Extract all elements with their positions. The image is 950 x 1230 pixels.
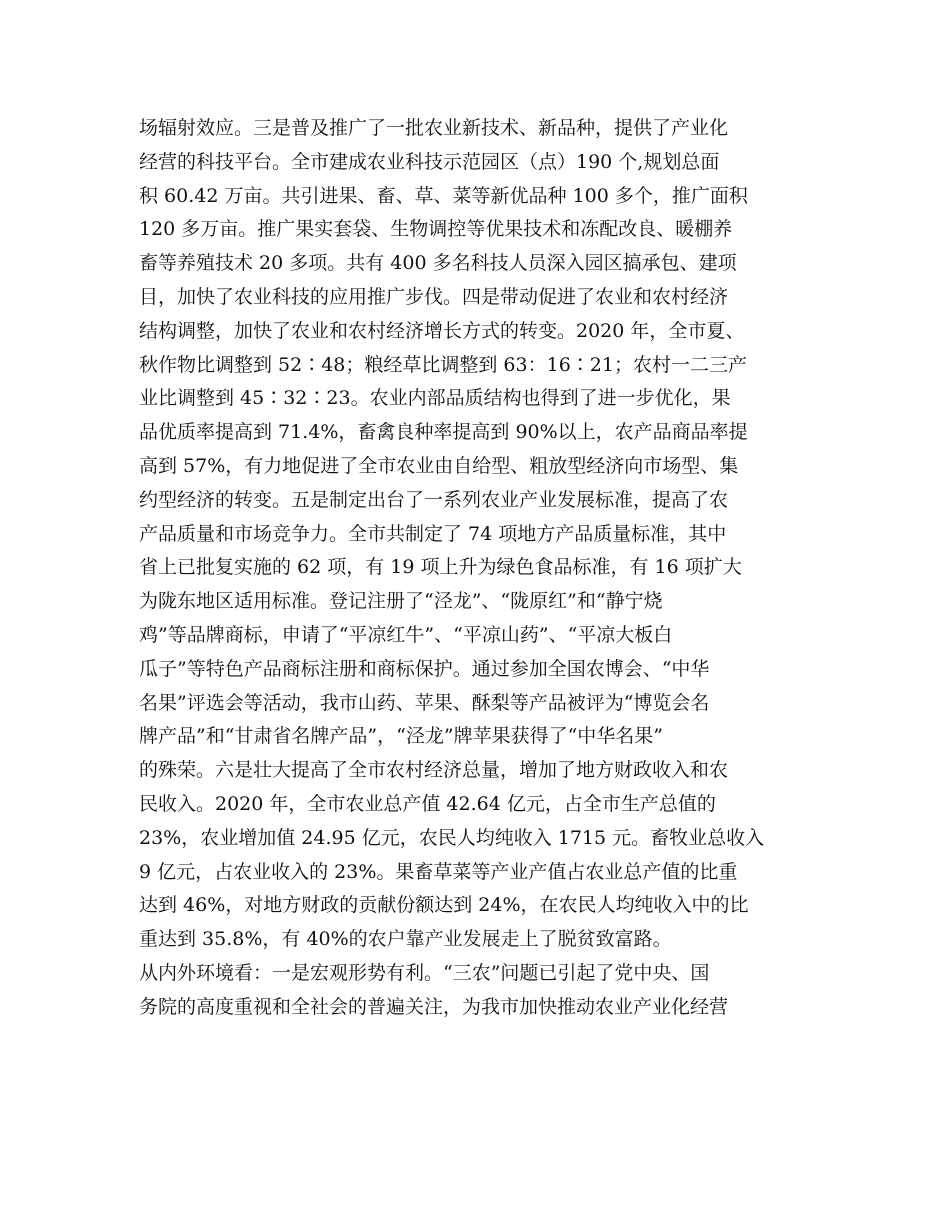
text-line: 目，加快了农业科技的应用推广步伐。四是带动促进了农业和农村经济 bbox=[139, 285, 729, 308]
text-line: 积 60.42 万亩。共引进果、畜、草、菜等新优品种 100 多个，推广面积 bbox=[139, 184, 748, 207]
text-line: 务院的高度重视和全社会的普遍关注，为我市加快推动农业产业化经营 bbox=[139, 995, 729, 1018]
text-line: 秋作物比调整到 52∶48；粮经草比调整到 63：16∶21；农村一二三产 bbox=[139, 353, 747, 376]
text-line: 经营的科技平台。全市建成农业科技示范园区（点）190 个,规划总面 bbox=[139, 150, 720, 173]
text-line: 畜等养殖技术 20 多项。共有 400 多名科技人员深入园区搞承包、建项 bbox=[139, 252, 737, 275]
text-line: 从内外环境看：一是宏观形势有利。“三农”问题已引起了党中央、国 bbox=[139, 961, 710, 984]
text-line: 瓜子”等特色产品商标注册和商标保护。通过参加全国农博会、“中华 bbox=[139, 657, 710, 680]
text-line: 重达到 35.8%，有 40%的农户靠产业发展走上了脱贫致富路。 bbox=[139, 928, 672, 951]
text-line: 品优质率提高到 71.4%，畜禽良种率提高到 90%以上，农产品商品率提 bbox=[139, 421, 748, 444]
text-line: 场辐射效应。三是普及推广了一批农业新技术、新品种，提供了产业化 bbox=[139, 117, 729, 139]
text-line: 产品质量和市场竞争力。全市共制定了 74 项地方产品质量标准，其中 bbox=[139, 522, 727, 545]
text-line: 约型经济的转变。五是制定出台了一系列农业产业发展标准，提高了农 bbox=[139, 488, 729, 511]
text-line: 9 亿元，占农业收入的 23%。果畜草菜等产业产值占农业总产值的比重 bbox=[139, 860, 738, 883]
text-line: 23%，农业增加值 24.95 亿元，农民人均纯收入 1715 元。畜牧业总收入 bbox=[139, 826, 765, 849]
text-line: 业比调整到 45∶32∶23。农业内部品质结构也得到了进一步优化，果 bbox=[139, 387, 731, 410]
text-line: 省上已批复实施的 62 项，有 19 项上升为绿色食品标准，有 16 项扩大 bbox=[139, 556, 742, 579]
body-text bbox=[139, 112, 829, 1025]
text-line: 民收入。2020 年，全市农业总产值 42.64 亿元，占全市生产总值的 bbox=[139, 792, 716, 815]
text-line: 名果”评选会等活动，我市山药、苹果、酥梨等产品被评为“博览会名 bbox=[139, 691, 710, 714]
text-line: 120 多万亩。推广果实套袋、生物调控等优果技术和冻配改良、暖棚养 bbox=[139, 218, 733, 241]
text-line: 达到 46%，对地方财政的贡献份额达到 24%，在农民人均纯收入中的比 bbox=[139, 894, 749, 917]
text-line: 结构调整，加快了农业和农村经济增长方式的转变。2020 年，全市夏、 bbox=[139, 319, 745, 342]
text-line: 鸡”等品牌商标，申请了“平凉红牛”、“平凉山药”、“平凉大板白 bbox=[139, 623, 673, 646]
text-line: 的殊荣。六是壮大提高了全市农村经济总量，增加了地方财政收入和农 bbox=[139, 759, 729, 782]
text-line: 牌产品”和“甘肃省名牌产品”，“泾龙”牌苹果获得了“中华名果” bbox=[139, 725, 663, 748]
text-line: 为陇东地区适用标准。登记注册了“泾龙”、“陇原红”和“静宁烧 bbox=[139, 590, 663, 613]
text-line: 高到 57%，有力地促进了全市农业由自给型、粗放型经济向市场型、集 bbox=[139, 454, 739, 477]
